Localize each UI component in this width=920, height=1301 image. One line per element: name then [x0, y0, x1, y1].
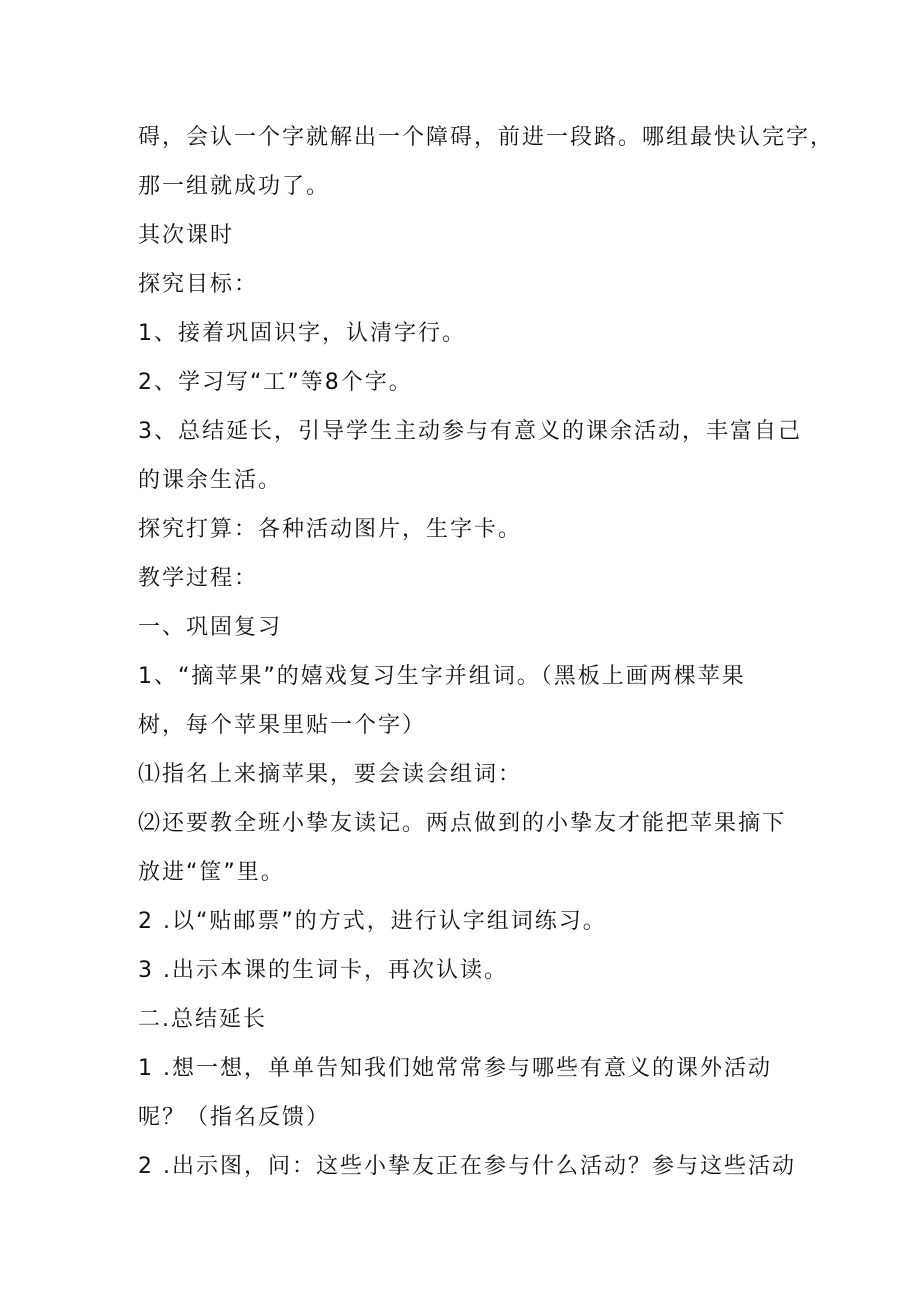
paragraph-line: 探究打算：各种活动图片，生字卡。: [138, 517, 523, 542]
list-item: 2 .出示图，问：这些小挚友正在参与什么活动？参与这些活动: [138, 1154, 796, 1179]
list-item: 1 .想一想，单单告知我们她常常参与哪些有意义的课外活动: [138, 1056, 772, 1081]
section-heading: 一、巩固复习: [138, 615, 283, 640]
section-heading: 二.总结延长: [138, 1007, 267, 1032]
list-item: ⑴指名上来摘苹果，要会读会组词：: [138, 762, 523, 787]
section-heading: 探究目标：: [138, 272, 259, 297]
list-item: 1、“摘苹果”的嬉戏复习生字并组词。（黑板上画两棵苹果: [138, 664, 746, 689]
list-item: 3 .出示本课的生词卡，再次认读。: [138, 958, 508, 983]
list-item: 2 .以“贴邮票”的方式，进行认字组词练习。: [138, 909, 607, 934]
paragraph-line: 那一组就成功了。: [138, 174, 331, 199]
list-item-continuation: 放进“筐”里。: [138, 860, 285, 885]
list-item: 3、总结延长，引导学生主动参与有意义的课余活动，丰富自己: [138, 419, 802, 444]
section-heading: 教学过程：: [138, 566, 259, 591]
list-item-continuation: 树，每个苹果里贴一个字）: [138, 713, 427, 738]
section-heading: 其次课时: [138, 223, 235, 248]
list-item: 2、学习写“工”等8个字。: [138, 370, 413, 395]
list-item-continuation: 的课余生活。: [138, 468, 283, 493]
list-item: 1、接着巩固识字，认清字行。: [138, 321, 466, 346]
list-item: ⑵还要教全班小挚友读记。两点做到的小挚友才能把苹果摘下: [138, 811, 787, 836]
list-item-continuation: 呢？（指名反馈）: [138, 1105, 331, 1130]
paragraph-line: 碍，会认一个字就解出一个障碍，前进一段路。哪组最快认完字，: [138, 125, 835, 150]
